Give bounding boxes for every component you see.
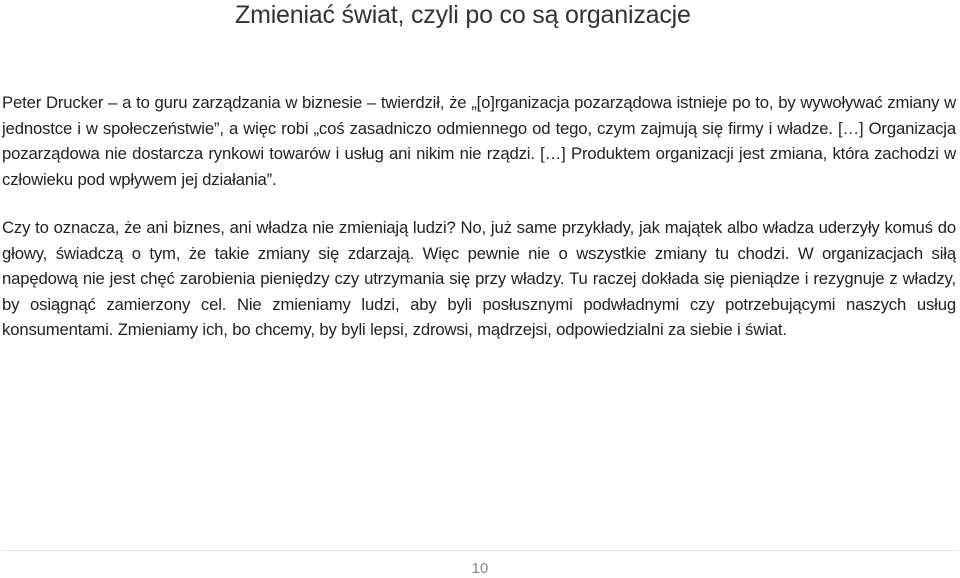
body-text: [2, 90, 956, 343]
page-title: Zmieniać świat, czyli po co są organizacje: [235, 1, 691, 29]
paragraph-business-and-power: Czy to oznacza, że ani biznes, ani władza nie zmieniają ludzi? No, już same przykłady, jak majątek albo władza uderzyły komuś do głowy, świadczą o tym, że takie zmiany się zdarzają. Więc pewnie nie o wszystkie zmiany tu chodzi. W organizacjach siłą napędową nie jest chęć zarobienia pieniędzy czy utrzymania się przy władzy. Tu raczej dokłada się pieniądze i rezygnuje z władzy, by osiągnąć zamierzony cel. Nie zmieniamy ludzi, aby byli posłusznymi podwładnymi czy potrzebującymi naszych usług konsumentami. Zmieniamy ich, bo chcemy, by byli lepsi, zdrowsi, mądrzejsi, odpowiedzialni za siebie i świat.: [2, 218, 956, 339]
page-number: 10: [471, 560, 489, 577]
footer-divider: [2, 550, 958, 551]
paragraph-drucker-quote: Peter Drucker – a to guru zarządzania w biznesie – twierdził, że „[o]rganizacja pozarządowa istnieje po to, by wywoływać zmiany w jednostce i w społeczeństwie”, a więc robi „coś zasadniczo odmiennego od tego, czym zajmują się firmy i władze. […] Organizacja pozarządowa nie dostarcza rynkowi towarów i usług ani nikim nie rządzi. […] Produktem organizacji jest zmiana, która zachodzi w człowieku pod wpływem jej działania”.: [2, 93, 956, 189]
